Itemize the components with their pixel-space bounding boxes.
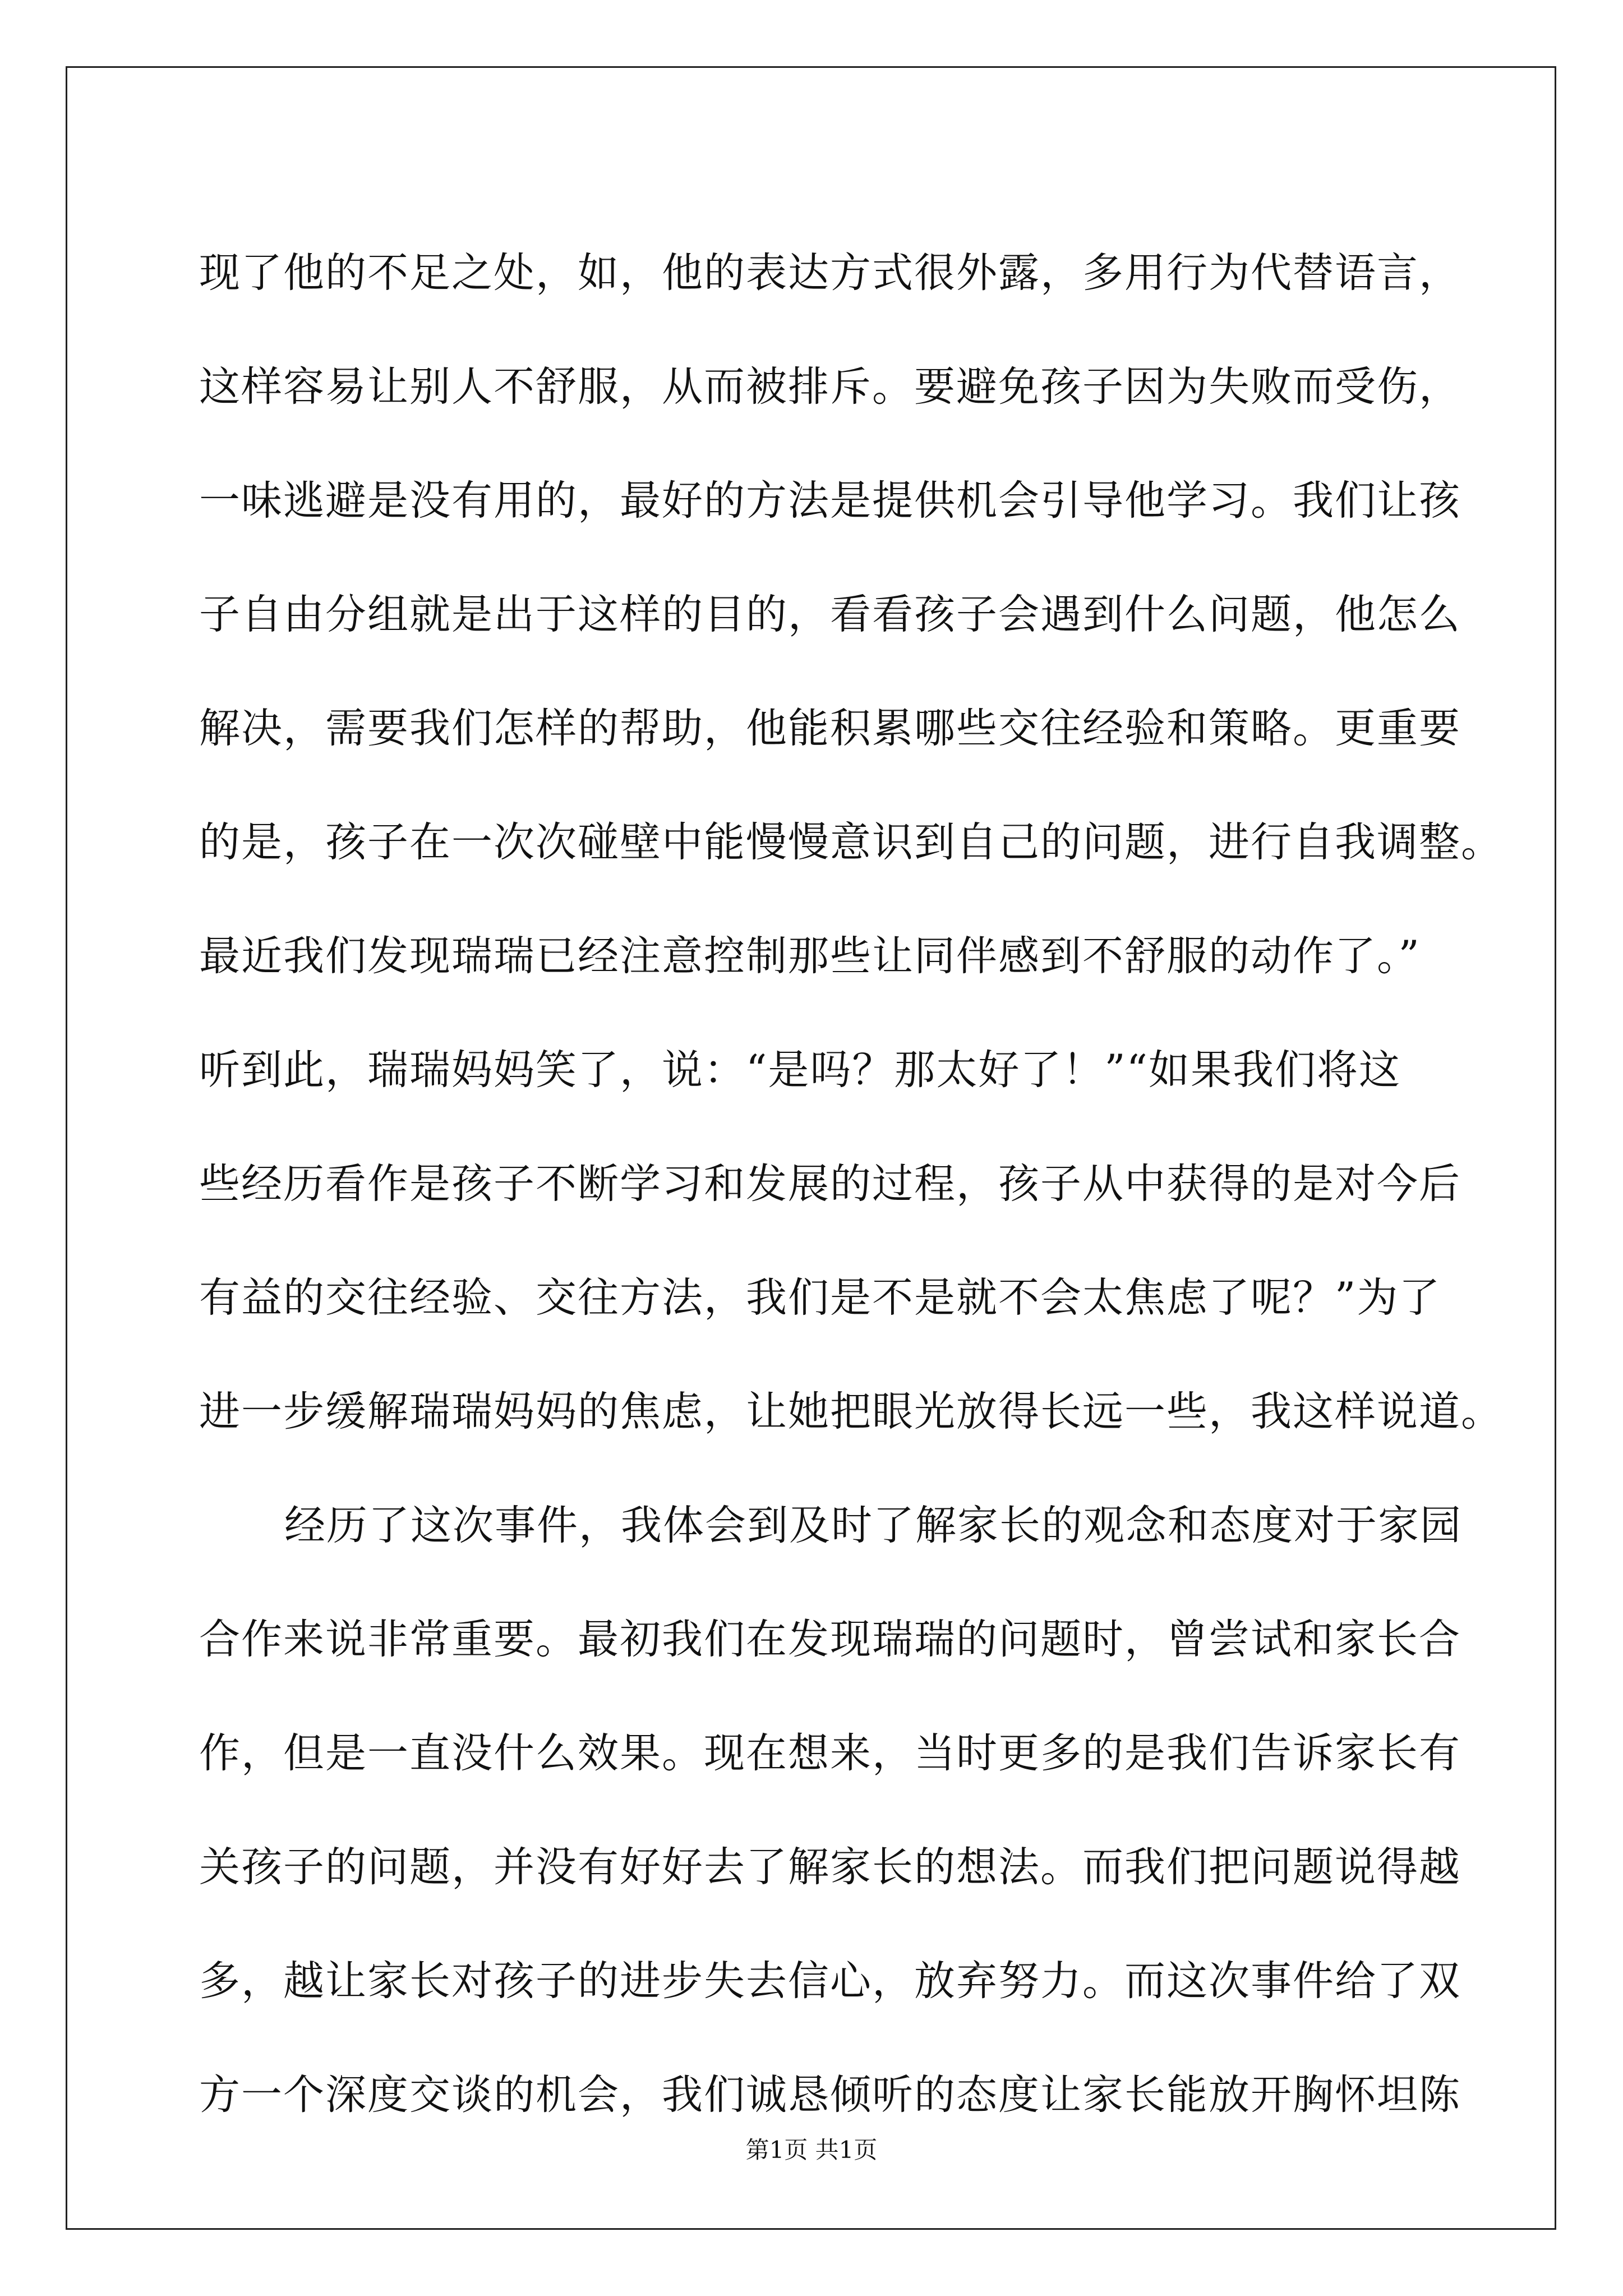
text-line: 这样容易让别人不舒服，从而被排斥。要避免孩子因为失败而受伤， bbox=[199, 363, 1461, 411]
text-line: 现了他的不足之处，如，他的表达方式很外露，多用行为代替语言， bbox=[199, 249, 1461, 297]
text-line: 听到此，瑞瑞妈妈笑了，说：“是吗？那太好了！”“如果我们将这 bbox=[199, 1046, 1401, 1094]
text-line: 子自由分组就是出于这样的目的，看看孩子会遇到什么问题，他怎么 bbox=[199, 591, 1461, 638]
document-body bbox=[199, 216, 1503, 2152]
text-line: 一味逃避是没有用的，最好的方法是提供机会引导他学习。我们让孩 bbox=[199, 477, 1461, 524]
text-line: 作，但是一直没什么效果。现在想来，当时更多的是我们告诉家长有 bbox=[199, 1729, 1461, 1777]
text-line: 方一个深度交谈的机会，我们诚恳倾听的态度让家长能放开胸怀坦陈 bbox=[199, 2071, 1461, 2119]
text-line: 些经历看作是孩子不断学习和发展的过程，孩子从中获得的是对今后 bbox=[199, 1160, 1461, 1208]
paragraph-first-line: 经历了这次事件，我体会到及时了解家长的观念和态度对于家园 bbox=[284, 1502, 1462, 1549]
text-line: 解决，需要我们怎样的帮助，他能积累哪些交往经验和策略。更重要 bbox=[199, 705, 1461, 752]
page-number-footer: 第1页 共1页 bbox=[745, 2136, 878, 2164]
text-line: 合作来说非常重要。最初我们在发现瑞瑞的问题时，曾尝试和家长合 bbox=[199, 1616, 1461, 1663]
text-line: 多，越让家长对孩子的进步失去信心，放弃努力。而这次事件给了双 bbox=[199, 1957, 1461, 2005]
text-line: 有益的交往经验、交往方法，我们是不是就不会太焦虑了呢？”为了 bbox=[199, 1274, 1441, 1322]
text-line: 进一步缓解瑞瑞妈妈的焦虑，让她把眼光放得长远一些，我这样说道。 bbox=[199, 1388, 1503, 1435]
text-line: 的是，孩子在一次次碰壁中能慢慢意识到自己的问题，进行自我调整。 bbox=[199, 818, 1503, 866]
text-line: 关孩子的问题，并没有好好去了解家长的想法。而我们把问题说得越 bbox=[199, 1843, 1461, 1891]
text-line: 最近我们发现瑞瑞已经注意控制那些让同伴感到不舒服的动作了。” bbox=[199, 932, 1421, 980]
